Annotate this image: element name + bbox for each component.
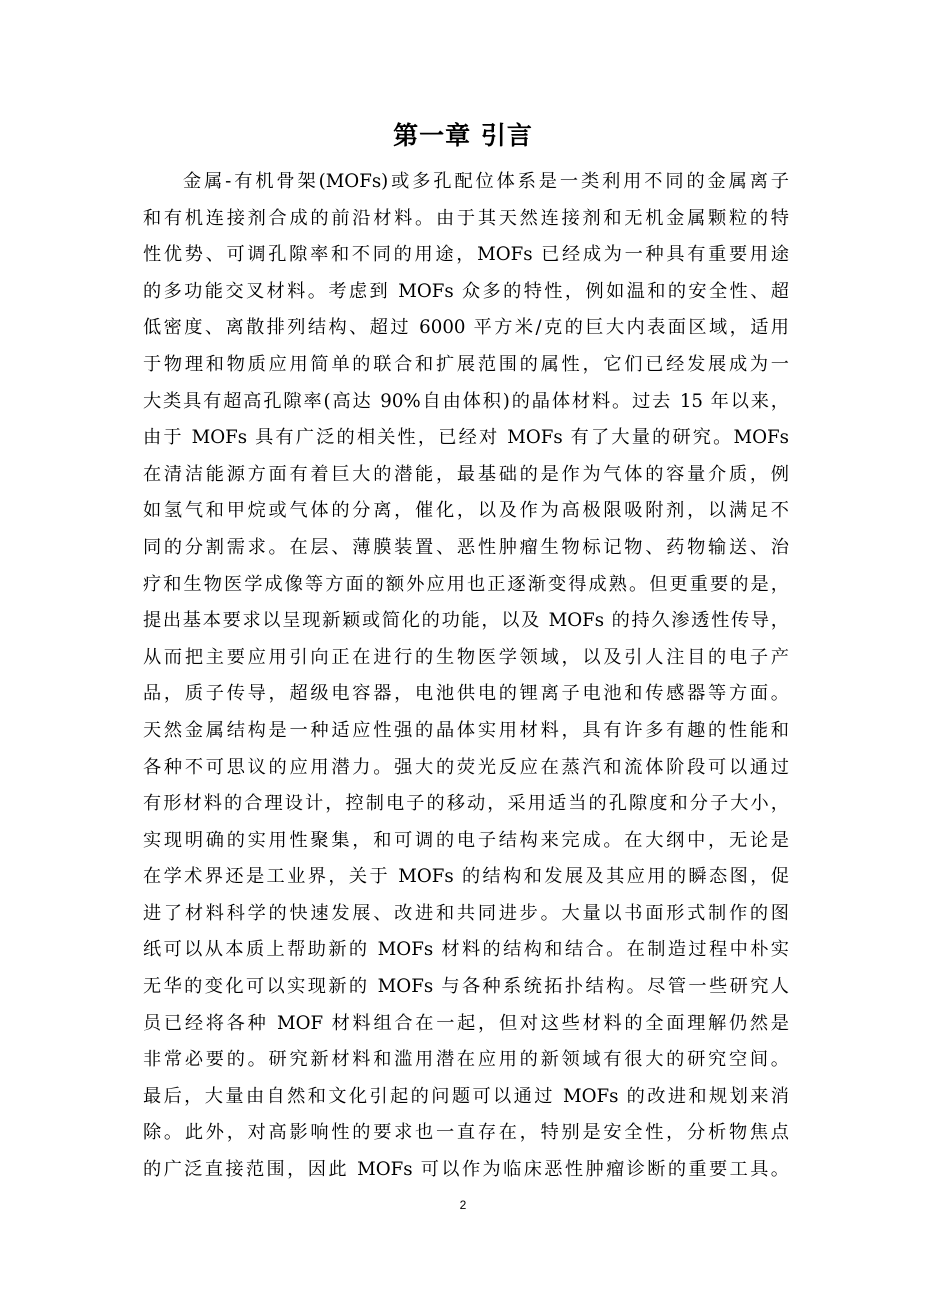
paragraph-line: 除。此外，对高影响性的要求也一直存在，特别是安全性，分析物焦点 [143, 1122, 789, 1144]
paragraph-line: 的广泛直接范围，因此 MOFs 可以作为临床恶性肿瘤诊断的重要工具。 [143, 1159, 789, 1181]
paragraph-line: 金属-有机骨架(MOFs)或多孔配位体系是一类利用不同的金属离子 [183, 171, 789, 192]
paragraph-line: 在学术界还是工业界，关于 MOFs 的结构和发展及其应用的瞬态图，促 [143, 866, 789, 888]
paragraph-line: 有形材料的合理设计，控制电子的移动，采用适当的孔隙度和分子大小， [143, 793, 789, 815]
paragraph-line: 疗和生物医学成像等方面的额外应用也正逐渐变得成熟。但更重要的是， [143, 573, 789, 595]
paragraph-line: 各种不可思议的应用潜力。强大的荧光反应在蒸汽和流体阶段可以通过 [143, 756, 789, 778]
paragraph-line: 同的分割需求。在层、薄膜装置、恶性肿瘤生物标记物、药物输送、治 [143, 536, 789, 558]
chapter-title: 第一章 引言 [393, 121, 533, 150]
paragraph-line: 低密度、离散排列结构、超过 6000 平方米/克的巨大内表面区域，适用 [143, 317, 789, 339]
paragraph-line: 性优势、可调孔隙率和不同的用途，MOFs 已经成为一种具有重要用途 [143, 244, 789, 266]
paragraph-line: 于物理和物质应用简单的联合和扩展范围的属性，它们已经发展成为一 [143, 353, 789, 375]
paragraph-line: 进了材料科学的快速发展、改进和共同进步。大量以书面形式制作的图 [143, 902, 789, 924]
paragraph-line: 和有机连接剂合成的前沿材料。由于其天然连接剂和无机金属颗粒的特 [143, 207, 789, 229]
paragraph-line: 品，质子传导，超级电容器，电池供电的锂离子电池和传感器等方面。 [143, 683, 789, 705]
paragraph-line: 无华的变化可以实现新的 MOFs 与各种系统拓扑结构。尽管一些研究人 [143, 976, 789, 998]
paragraph-line: 提出基本要求以呈现新颖或简化的功能，以及 MOFs 的持久渗透性传导， [143, 610, 789, 632]
paragraph-line: 最后，大量由自然和文化引起的问题可以通过 MOFs 的改进和规划来消 [143, 1085, 789, 1107]
paragraph-line: 从而把主要应用引向正在进行的生物医学领域，以及引人注目的电子产 [143, 646, 789, 668]
paragraph-line: 非常必要的。研究新材料和滥用潜在应用的新领域有很大的研究空间。 [143, 1049, 789, 1071]
paragraph-line: 纸可以从本质上帮助新的 MOFs 材料的结构和结合。在制造过程中朴实 [143, 939, 789, 961]
paragraph-line: 如氢气和甲烷或气体的分离，催化，以及作为高极限吸附剂，以满足不 [143, 500, 789, 522]
intro-paragraph [143, 164, 789, 1189]
paragraph-line: 由于 MOFs 具有广泛的相关性，已经对 MOFs 有了大量的研究。MOFs [143, 427, 789, 449]
paragraph-line: 员已经将各种 MOF 材料组合在一起，但对这些材料的全面理解仍然是 [143, 1012, 789, 1034]
paragraph-line: 天然金属结构是一种适应性强的晶体实用材料，具有许多有趣的性能和 [143, 719, 789, 741]
paragraph-line: 实现明确的实用性聚集，和可调的电子结构来完成。在大纲中，无论是 [143, 829, 789, 851]
paragraph-line: 在清洁能源方面有着巨大的潜能，最基础的是作为气体的容量介质，例 [143, 463, 789, 485]
page-number: 2 [459, 1198, 467, 1212]
paragraph-line: 的多功能交叉材料。考虑到 MOFs 众多的特性，例如温和的安全性、超 [143, 280, 789, 302]
paragraph-line: 大类具有超高孔隙率(高达 90%自由体积)的晶体材料。过去 15 年以来， [143, 390, 789, 412]
